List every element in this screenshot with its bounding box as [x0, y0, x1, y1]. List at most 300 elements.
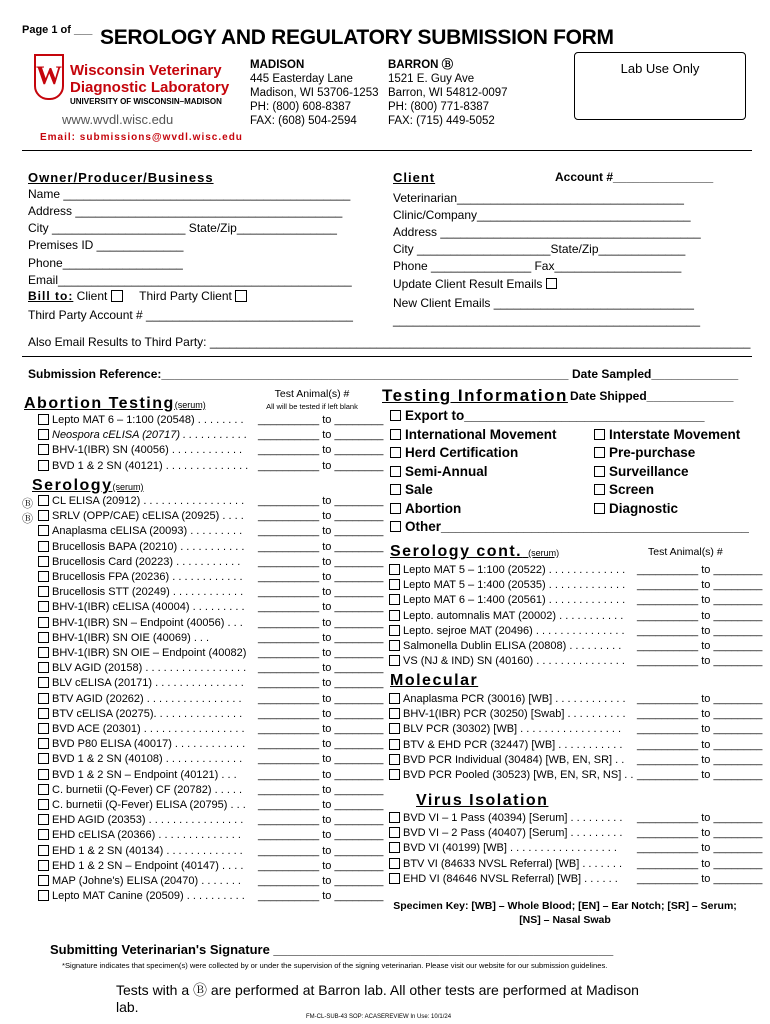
export-to-label: Export to________________________________: [405, 408, 705, 423]
option-checkbox[interactable]: [594, 484, 605, 495]
test-checkbox[interactable]: [38, 829, 49, 840]
abortion-heading-text: Abortion Testing: [24, 395, 175, 412]
wvdl-logo: [34, 50, 234, 110]
client-heading: Client: [393, 170, 436, 185]
animal-range-field[interactable]: __________ to ________: [637, 655, 763, 668]
molecular-test-row[interactable]: [389, 722, 633, 737]
test-label: Brucellosis FPA (20236) . . . . . . . . . . . .: [52, 571, 243, 584]
molecular-test-row[interactable]: [389, 753, 633, 768]
animal-range-field[interactable]: __________ to ________: [258, 510, 384, 523]
test-label: SRLV (OPP/CAE) cELISA (20925) . . . .: [52, 510, 244, 523]
owner-address-field[interactable]: Address ________________________________________: [28, 204, 343, 218]
testing-info-option[interactable]: [390, 463, 557, 481]
test-label: BLV cELISA (20171) . . . . . . . . . . . . . . .: [52, 677, 244, 690]
animal-range-field[interactable]: __________ to ________: [258, 859, 384, 872]
test-label: BHV-1(IBR) PCR (30250) [Swab] . . . . . . . . . .: [403, 708, 626, 721]
option-label: International Movement: [405, 427, 557, 442]
test-checkbox[interactable]: [389, 873, 400, 884]
option-label: Sale: [405, 482, 433, 498]
abortion-heading: [24, 395, 206, 413]
owner-city-field[interactable]: City ____________________ State/Zip_______________: [28, 221, 337, 235]
serology-test-row[interactable]: [38, 707, 246, 722]
submission-reference-field[interactable]: Submission Reference:_____________________________________________________________: [28, 367, 569, 381]
animal-range-field[interactable]: __________ to ________: [637, 564, 763, 576]
animal-range-field[interactable]: __________ to ________: [258, 662, 384, 675]
signature-field[interactable]: Submitting Veterinarian's Signature _______________________________________________: [50, 942, 614, 957]
bill-third-party-label: Third Party Client: [139, 289, 232, 303]
also-email-field[interactable]: Also Email Results to Third Party: _________________________________________________________________________________: [28, 335, 751, 349]
test-label: Lepto. automnalis MAT (20002) . . . . . . . . . . .: [403, 609, 624, 622]
serology-qualifier: (serum): [112, 482, 144, 492]
animal-range-field[interactable]: __________ to ________: [258, 444, 384, 457]
divider: [22, 150, 752, 151]
serology-test-row[interactable]: [38, 828, 246, 843]
abortion-test-row[interactable]: [38, 459, 248, 474]
barron-mark-1: Ⓑ: [22, 498, 33, 510]
serology-cont-heading-text: Serology cont.: [390, 543, 523, 560]
other-checkbox[interactable]: [390, 521, 401, 532]
test-label: BVD VI – 2 Pass (40407) [Serum] . . . . . . . . .: [403, 827, 623, 840]
molecular-test-row[interactable]: [389, 768, 633, 783]
test-checkbox[interactable]: [389, 842, 400, 853]
serology-test-row[interactable]: [38, 798, 246, 813]
test-checkbox[interactable]: [38, 890, 49, 901]
animal-range-field[interactable]: __________ to ________: [258, 814, 384, 827]
testing-info-right: [594, 426, 740, 518]
animal-range-field[interactable]: __________ to ________: [258, 707, 384, 720]
option-label: Pre-purchase: [609, 445, 696, 461]
option-label: Abortion: [405, 500, 462, 516]
serology-test-row[interactable]: [38, 889, 246, 904]
test-checkbox[interactable]: [38, 875, 49, 886]
test-checkbox[interactable]: [38, 799, 49, 810]
test-checkbox[interactable]: [38, 753, 49, 764]
testing-info-option[interactable]: [390, 426, 557, 444]
serology-cont-test-list: [389, 563, 625, 669]
animal-range-field[interactable]: __________ to ________: [258, 677, 384, 690]
animal-range-field[interactable]: __________ to ________: [258, 495, 384, 507]
test-checkbox[interactable]: [38, 632, 49, 643]
test-checkbox[interactable]: [389, 579, 400, 590]
test-label: BVD PCR Individual (30484) [WB, EN, SR] . .: [403, 753, 625, 766]
test-label: Anaplasma PCR (30016) [WB] . . . . . . . . . . . .: [403, 693, 626, 705]
signature-note: *Signature indicates that specimen(s) were collected by or under the supervision of the signing veterinarian. Please visit our website for our submission guidelines.: [62, 961, 608, 970]
website-link[interactable]: www.wvdl.wisc.edu: [62, 112, 174, 127]
third-party-account-field[interactable]: Third Party Account # _______________________________: [28, 308, 353, 322]
test-checkbox[interactable]: [389, 655, 400, 666]
madison-street: 445 Easterday Lane: [250, 73, 353, 85]
new-client-emails-line2[interactable]: ______________________________________________: [393, 313, 700, 327]
animal-range-field[interactable]: __________ to ________: [637, 609, 763, 622]
option-checkbox[interactable]: [390, 503, 401, 514]
test-label: Lepto. sejroe MAT (20496) . . . . . . . . . . . . . . .: [403, 624, 625, 637]
serology-cont-qualifier: (serum): [528, 548, 560, 558]
test-label: EHD VI (84646 NVSL Referral) [WB] . . . . . .: [403, 872, 618, 885]
test-checkbox[interactable]: [38, 784, 49, 795]
serology-test-row[interactable]: [38, 509, 246, 524]
test-label: BHV-1(IBR) SN (40056) . . . . . . . . . . . .: [52, 444, 243, 457]
serology-cont-test-row[interactable]: [389, 578, 625, 593]
animal-range-field[interactable]: __________ to ________: [258, 555, 384, 568]
serology-test-row[interactable]: [38, 646, 246, 661]
divider: [22, 356, 752, 357]
animal-range-field[interactable]: __________ to ________: [637, 624, 763, 637]
test-checkbox[interactable]: [38, 495, 49, 506]
option-label: Surveillance: [609, 463, 689, 479]
animal-range-field[interactable]: __________ to ________: [258, 783, 384, 796]
serology-test-list: [38, 494, 246, 904]
lab-use-box: [574, 52, 746, 120]
barron-mark-2: Ⓑ: [22, 513, 33, 525]
barron-phone: PH: (800) 771-8387: [388, 101, 490, 113]
test-checkbox[interactable]: [38, 414, 49, 425]
animal-range-field[interactable]: __________ to ________: [637, 857, 763, 870]
animal-range-field[interactable]: __________ to ________: [258, 631, 384, 644]
email-link[interactable]: Email: submissions@wvdl.wisc.edu: [40, 132, 243, 143]
animal-range-field[interactable]: __________ to ________: [637, 640, 763, 653]
other-label: Other_________________________________________: [405, 519, 749, 534]
client-city-field[interactable]: City ____________________State/Zip_____________: [393, 242, 686, 256]
animal-range-field[interactable]: __________ to ________: [637, 723, 763, 736]
virus-test-list: [389, 811, 622, 887]
molecular-test-row[interactable]: [389, 738, 633, 753]
serology-test-row[interactable]: [38, 661, 246, 676]
madison-fax: FAX: (608) 504-2594: [250, 115, 357, 127]
animal-range-field[interactable]: __________ to ________: [258, 890, 384, 903]
test-label: Lepto MAT 6 – 1:100 (20548) . . . . . . . .: [52, 414, 244, 426]
madison-title: MADISON: [250, 59, 305, 71]
test-label: Lepto MAT Canine (20509) . . . . . . . . . .: [52, 890, 245, 903]
bill-client-label: Client: [76, 289, 108, 303]
testing-info-option[interactable]: [594, 463, 740, 481]
premises-id-field[interactable]: Premises ID _____________: [28, 238, 184, 252]
testing-info-option[interactable]: [390, 500, 557, 518]
test-label: Salmonella Dublin ELISA (20808) . . . . . . . . .: [403, 640, 622, 653]
testing-info-option[interactable]: [390, 444, 557, 462]
madison-address: [250, 58, 379, 128]
test-checkbox[interactable]: [389, 769, 400, 780]
test-label: EHD 1 & 2 SN (40134) . . . . . . . . . . . . .: [52, 844, 243, 857]
serology-cont-test-row[interactable]: [389, 639, 625, 654]
virus-to-list: [637, 811, 762, 887]
test-checkbox[interactable]: [38, 601, 49, 612]
animal-range-field[interactable]: __________ to ________: [258, 692, 384, 705]
virus-test-row[interactable]: [389, 872, 622, 887]
test-label: Lepto MAT 5 – 1:400 (20535) . . . . . . . . . . . . .: [403, 579, 626, 592]
option-label: Diagnostic: [609, 500, 679, 516]
serology-test-row[interactable]: [38, 600, 246, 615]
specimen-key-line2: [NS] – Nasal Swab: [519, 914, 611, 926]
test-checkbox[interactable]: [389, 625, 400, 636]
madison-city: Madison, WI 53706-1253: [250, 87, 379, 99]
test-checkbox[interactable]: [38, 541, 49, 552]
owner-heading: Owner/Producer/Business: [28, 170, 214, 185]
animal-range-field[interactable]: __________ to ________: [258, 525, 384, 538]
test-label: BHV-1(IBR) SN OIE (40069) . . .: [52, 631, 210, 644]
test-checkbox[interactable]: [38, 571, 49, 582]
export-checkbox[interactable]: [390, 410, 401, 421]
animals-header: Test Animal(s) #: [274, 388, 350, 400]
abortion-test-list: [38, 413, 248, 474]
test-checkbox[interactable]: [38, 510, 49, 521]
test-checkbox[interactable]: [38, 460, 49, 471]
other-field[interactable]: [390, 518, 749, 536]
test-label: EHD 1 & 2 SN – Endpoint (40147) . . . .: [52, 859, 244, 872]
test-label: BLV PCR (30302) [WB] . . . . . . . . . . . . . . . . .: [403, 723, 622, 736]
test-label: BVD PCR Pooled (30523) [WB, EN, SR, NS] . .: [403, 769, 634, 782]
test-label: EHD AGID (20353) . . . . . . . . . . . . . . . .: [52, 814, 244, 827]
animal-range-field[interactable]: __________ to ________: [258, 875, 384, 888]
bill-to-row: [28, 289, 388, 303]
test-label: Brucellosis STT (20249) . . . . . . . . . . . .: [52, 586, 244, 599]
test-checkbox[interactable]: [389, 564, 400, 575]
test-checkbox[interactable]: [389, 594, 400, 605]
test-checkbox[interactable]: [38, 738, 49, 749]
animal-range-field[interactable]: __________ to ________: [258, 753, 384, 766]
logo-subtitle: UNIVERSITY OF WISCONSIN–MADISON: [70, 97, 222, 106]
test-checkbox[interactable]: [38, 845, 49, 856]
serology-cont-test-row[interactable]: [389, 563, 625, 578]
test-checkbox[interactable]: [38, 429, 49, 440]
test-checkbox[interactable]: [38, 586, 49, 597]
account-number-field[interactable]: Account #_______________: [555, 170, 714, 184]
test-label: BHV-1(IBR) cELISA (40004) . . . . . . . . .: [52, 601, 245, 614]
option-label: Interstate Movement: [609, 427, 741, 442]
molecular-test-row[interactable]: [389, 692, 633, 707]
animal-range-field[interactable]: __________ to ________: [637, 579, 763, 592]
owner-section: [28, 170, 388, 322]
serology-test-row[interactable]: [38, 540, 246, 555]
serology-test-row[interactable]: [38, 676, 246, 691]
animal-range-field[interactable]: __________ to ________: [258, 768, 384, 781]
serology-test-row[interactable]: [38, 752, 246, 767]
animal-range-field[interactable]: __________ to ________: [637, 693, 763, 705]
virus-test-row[interactable]: [389, 811, 622, 826]
test-checkbox[interactable]: [38, 444, 49, 455]
test-checkbox[interactable]: [38, 556, 49, 567]
client-address-field[interactable]: Address _______________________________________: [393, 225, 701, 239]
serology-test-row[interactable]: [38, 783, 246, 798]
logo-name-line2: Diagnostic Laboratory: [70, 79, 230, 96]
uw-crest-icon: W: [34, 54, 64, 100]
test-label: BVD ACE (20301) . . . . . . . . . . . . . . . . .: [52, 723, 245, 736]
animal-range-field[interactable]: __________ to ________: [637, 753, 763, 766]
test-checkbox[interactable]: [38, 814, 49, 825]
serology-test-row[interactable]: [38, 524, 246, 539]
serology-test-row[interactable]: [38, 555, 246, 570]
test-checkbox[interactable]: [389, 754, 400, 765]
update-emails-row: [393, 277, 753, 291]
test-label: Lepto MAT 5 – 1:100 (20522) . . . . . . . . . . . . .: [403, 564, 626, 576]
test-label: MAP (Johne's) ELISA (20470) . . . . . . .: [52, 875, 241, 888]
option-checkbox[interactable]: [594, 466, 605, 477]
test-checkbox[interactable]: [38, 677, 49, 688]
testing-info-option[interactable]: [594, 481, 740, 499]
serology-test-row[interactable]: [38, 631, 246, 646]
animal-range-field[interactable]: __________ to ________: [637, 708, 763, 721]
serology-heading: [32, 477, 143, 495]
test-label: BTV VI (84633 NVSL Referral) [WB] . . . . . . .: [403, 857, 623, 870]
test-label: C. burnetii (Q-Fever) CF (20782) . . . . .: [52, 783, 243, 796]
test-checkbox[interactable]: [38, 708, 49, 719]
virus-test-row[interactable]: [389, 841, 622, 856]
update-emails-checkbox[interactable]: [546, 278, 557, 289]
test-checkbox[interactable]: [389, 812, 400, 823]
test-checkbox[interactable]: [38, 662, 49, 673]
page-number: Page 1 of ___: [22, 24, 93, 36]
test-label: C. burnetii (Q-Fever) ELISA (20795) . . .: [52, 799, 246, 812]
animal-range-field[interactable]: __________ to ________: [258, 647, 384, 660]
new-client-emails-field[interactable]: New Client Emails ______________________________: [393, 296, 694, 310]
test-checkbox[interactable]: [389, 739, 400, 750]
date-sampled-field[interactable]: Date Sampled_____________: [572, 367, 739, 381]
owner-phone-field[interactable]: Phone__________________: [28, 256, 183, 270]
test-checkbox[interactable]: [38, 769, 49, 780]
test-label: BHV-1(IBR) SN – Endpoint (40056) . . .: [52, 616, 243, 629]
animal-range-field[interactable]: __________ to ________: [637, 812, 763, 824]
test-checkbox[interactable]: [389, 723, 400, 734]
serology-cont-test-row[interactable]: [389, 654, 625, 669]
testing-info-option[interactable]: [594, 426, 740, 444]
option-checkbox[interactable]: [390, 447, 401, 458]
animal-range-field[interactable]: __________ to ________: [637, 594, 763, 607]
molecular-to-list: [637, 692, 762, 783]
animal-range-field[interactable]: __________ to ________: [258, 414, 384, 426]
animal-range-field[interactable]: __________ to ________: [258, 844, 384, 857]
animal-range-field[interactable]: __________ to ________: [258, 601, 384, 614]
test-checkbox[interactable]: [389, 693, 400, 704]
test-checkbox[interactable]: [389, 610, 400, 621]
option-checkbox[interactable]: [594, 447, 605, 458]
molecular-heading: Molecular: [390, 672, 479, 689]
option-checkbox[interactable]: [390, 466, 401, 477]
test-checkbox[interactable]: [389, 858, 400, 869]
abortion-to-list: [258, 413, 383, 474]
test-label: BVD 1 & 2 SN (40121) . . . . . . . . . . . . . .: [52, 459, 249, 472]
barron-footnote-line2: lab.: [116, 999, 139, 1015]
animal-range-field[interactable]: __________ to ________: [258, 586, 384, 599]
test-checkbox[interactable]: [38, 860, 49, 871]
lab-use-label: Lab Use Only: [620, 61, 700, 76]
test-checkbox[interactable]: [389, 708, 400, 719]
test-checkbox[interactable]: [38, 525, 49, 536]
animal-range-field[interactable]: __________ to ________: [258, 571, 384, 584]
specimen-key: [380, 899, 750, 927]
abortion-test-row[interactable]: [38, 428, 248, 443]
animal-range-field[interactable]: __________ to ________: [258, 616, 384, 629]
serology-cont-heading: [390, 543, 559, 561]
serology-test-row[interactable]: [38, 813, 246, 828]
molecular-test-list: [389, 692, 633, 783]
serology-test-row[interactable]: [38, 616, 246, 631]
option-label: Screen: [609, 482, 655, 498]
test-checkbox[interactable]: [38, 617, 49, 628]
serology-cont-test-row[interactable]: [389, 593, 625, 608]
serology-test-row[interactable]: [38, 570, 246, 585]
clinic-field[interactable]: Clinic/Company________________________________: [393, 208, 691, 222]
test-checkbox[interactable]: [38, 647, 49, 658]
test-label: BVD VI – 1 Pass (40394) [Serum] . . . . . . . . .: [403, 812, 623, 824]
serology-cont-animals-header: Test Animal(s) #: [648, 546, 723, 558]
serology-test-row[interactable]: [38, 737, 246, 752]
owner-name-field[interactable]: Name ___________________________________________: [28, 187, 351, 201]
serology-test-row[interactable]: [38, 859, 246, 874]
serology-test-row[interactable]: [38, 768, 246, 783]
molecular-test-row[interactable]: [389, 707, 633, 722]
animals-note: All will be tested if left blank: [266, 402, 358, 411]
virus-test-row[interactable]: [389, 826, 622, 841]
test-label: Lepto MAT 6 – 1:400 (20561) . . . . . . . . . . . . .: [403, 594, 626, 607]
bill-third-party-checkbox[interactable]: [235, 290, 247, 302]
testing-info-option[interactable]: [594, 500, 740, 518]
animal-range-field[interactable]: __________ to ________: [637, 872, 763, 885]
animal-range-field[interactable]: __________ to ________: [637, 842, 763, 855]
animal-range-field[interactable]: __________ to ________: [637, 827, 763, 840]
owner-email-field[interactable]: Email____________________________________________: [28, 273, 352, 287]
animal-range-field[interactable]: __________ to ________: [258, 540, 384, 553]
animal-range-field[interactable]: __________ to ________: [258, 799, 384, 812]
serology-test-row[interactable]: [38, 692, 246, 707]
option-checkbox[interactable]: [594, 429, 605, 440]
animal-range-field[interactable]: __________ to ________: [258, 459, 384, 472]
animal-range-field[interactable]: __________ to ________: [637, 738, 763, 751]
option-checkbox[interactable]: [594, 503, 605, 514]
serology-test-row[interactable]: [38, 722, 246, 737]
animal-range-field[interactable]: __________ to ________: [258, 829, 384, 842]
abortion-qualifier: (serum): [174, 400, 206, 410]
animal-range-field[interactable]: __________ to ________: [258, 738, 384, 751]
client-section: [393, 170, 753, 327]
serology-test-row[interactable]: [38, 585, 246, 600]
serology-test-row[interactable]: [38, 874, 246, 889]
test-checkbox[interactable]: [389, 827, 400, 838]
option-checkbox[interactable]: [390, 484, 401, 495]
virus-test-row[interactable]: [389, 857, 622, 872]
barron-footnote-line1: Tests with a Ⓑ are performed at Barron lab. All other tests are performed at Madison: [116, 982, 639, 998]
bill-client-checkbox[interactable]: [111, 290, 123, 302]
serology-test-row[interactable]: [38, 494, 246, 509]
date-shipped-field[interactable]: Date Shipped_____________: [570, 389, 734, 403]
abortion-test-row[interactable]: [38, 413, 248, 428]
test-label: CL ELISA (20912) . . . . . . . . . . . . . . . . .: [52, 495, 245, 507]
animal-range-field[interactable]: __________ to ________: [258, 429, 384, 442]
form-id: FM-CL-SUB-43 SOP: ACASEREVIEW In Use: 10/1/24: [306, 1014, 452, 1020]
veterinarian-field[interactable]: Veterinarian__________________________________: [393, 191, 684, 205]
barron-street: 1521 E. Guy Ave: [388, 73, 475, 85]
option-checkbox[interactable]: [390, 429, 401, 440]
madison-phone: PH: (800) 608-8387: [250, 101, 352, 113]
test-checkbox[interactable]: [38, 723, 49, 734]
abortion-test-row[interactable]: [38, 443, 248, 458]
serology-test-row[interactable]: [38, 844, 246, 859]
testing-info-option[interactable]: [390, 481, 557, 499]
client-phone-field[interactable]: Phone _______________ Fax___________________: [393, 259, 682, 273]
serology-cont-to-list: [637, 563, 762, 669]
option-label: Herd Certification: [405, 445, 519, 461]
animal-range-field[interactable]: __________ to ________: [637, 769, 763, 782]
testing-info-left: [390, 426, 557, 518]
export-to-field[interactable]: [390, 407, 705, 425]
animal-range-field[interactable]: __________ to ________: [258, 723, 384, 736]
serology-cont-test-row[interactable]: [389, 609, 625, 624]
test-label: BHV-1(IBR) SN OIE – Endpoint (40082): [52, 647, 247, 660]
test-checkbox[interactable]: [38, 693, 49, 704]
test-label: BTV cELISA (20275). . . . . . . . . . . . . . .: [52, 707, 243, 720]
testing-info-option[interactable]: [594, 444, 740, 462]
update-emails-label: Update Client Result Emails: [393, 277, 543, 291]
test-checkbox[interactable]: [389, 640, 400, 651]
serology-cont-test-row[interactable]: [389, 624, 625, 639]
